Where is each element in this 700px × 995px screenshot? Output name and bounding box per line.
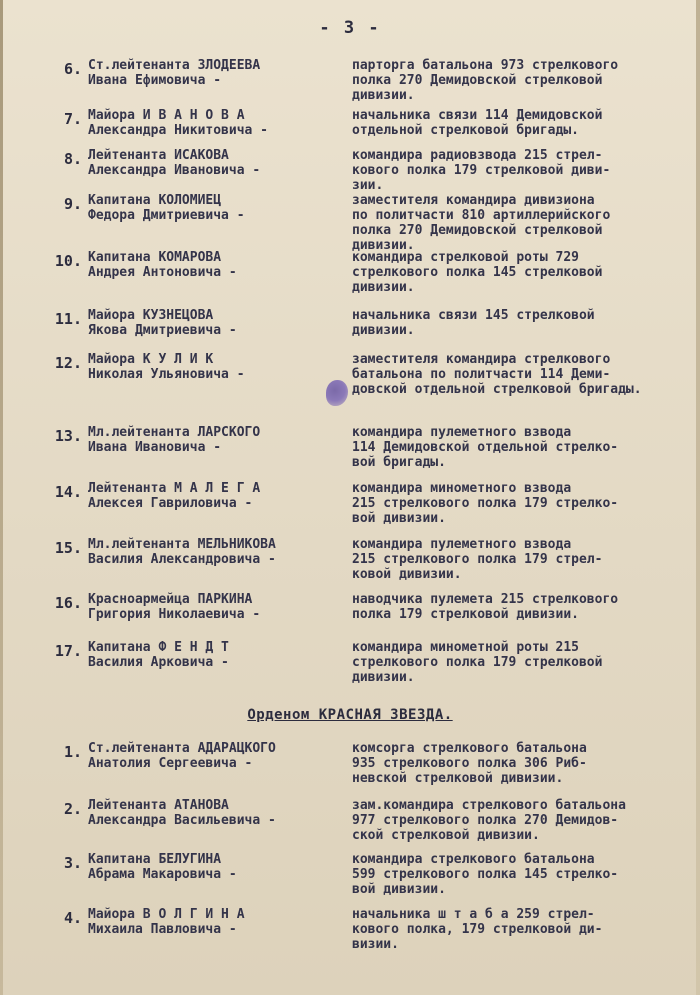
entry-position [352, 907, 687, 952]
position-line: заместителя командира стрелкового [352, 352, 611, 367]
position-line: начальника связи 145 стрелковой [352, 308, 595, 323]
rank-surname: Капитана КОМАРОВА [88, 250, 222, 265]
position-line: стрелкового полка 179 стрелковой [352, 655, 603, 670]
entry-position [352, 193, 687, 253]
entry-number: 7. [63, 110, 82, 128]
position-line: командира минометного взвода [352, 481, 572, 496]
entry-position [352, 481, 687, 526]
entry-position [352, 425, 687, 470]
section-heading-text: Орденом КРАСНАЯ ЗВЕЗДА. [247, 707, 453, 723]
given-name-patronymic: Николая Ульяновича - [88, 367, 245, 382]
position-line: командира минометной роты 215 [352, 640, 579, 655]
entry-number: 13. [54, 427, 82, 445]
rank-surname: Мл.лейтенанта ЛАРСКОГО [88, 425, 261, 440]
given-name-patronymic: Михаила Павловича - [88, 922, 237, 937]
entry-number: 17. [54, 642, 82, 660]
entry-number: 14. [54, 483, 82, 501]
entry-person [88, 852, 338, 882]
position-line: отдельной стрелковой бригады. [352, 123, 579, 138]
rank-surname: Ст.лейтенанта АДАРАЦКОГО [88, 741, 276, 756]
entry-person [88, 798, 338, 828]
position-line: кового полка, 179 стрелковой ди- [352, 922, 603, 937]
position-line: командира пулеметного взвода [352, 425, 572, 440]
entry-position [352, 250, 687, 295]
position-line: довской отдельной стрелковой бригады. [352, 382, 642, 397]
entry-person [88, 537, 338, 567]
entry-position [352, 852, 687, 897]
entry-position [352, 741, 687, 786]
entry-number: 10. [54, 252, 82, 270]
position-line: полка 270 Демидовской стрелковой [352, 223, 603, 238]
rank-surname: Майора В О Л Г И Н А [88, 907, 245, 922]
given-name-patronymic: Анатолия Сергеевича - [88, 756, 253, 771]
rank-surname: Майора КУЗНЕЦОВА [88, 308, 214, 323]
section-heading-red-star [0, 704, 700, 723]
entry-person [88, 907, 338, 937]
position-line: визии. [352, 937, 399, 952]
given-name-patronymic: Алексея Гавриловича - [88, 496, 253, 511]
position-line: кового полка 179 стрелковой диви- [352, 163, 611, 178]
entry-position [352, 58, 687, 103]
given-name-patronymic: Василия Александровича - [88, 552, 276, 567]
entry-person [88, 250, 338, 280]
entry-number: 8. [63, 150, 82, 168]
given-name-patronymic: Александра Ивановича - [88, 163, 261, 178]
entry-person [88, 481, 338, 511]
entry-person [88, 592, 338, 622]
page-number: - 3 - [319, 18, 381, 38]
given-name-patronymic: Ивана Ивановича - [88, 440, 222, 455]
entry-position [352, 352, 687, 397]
entry-position [352, 798, 687, 843]
position-line: 599 стрелкового полка 145 стрелко- [352, 867, 619, 882]
position-line: ской стрелковой дивизии. [352, 828, 540, 843]
entry-number: 11. [54, 310, 82, 328]
entry-person [88, 193, 338, 223]
given-name-patronymic: Федора Дмитриевича - [88, 208, 245, 223]
position-line: невской стрелковой дивизии. [352, 771, 564, 786]
entry-position [352, 148, 687, 193]
entry-position [352, 108, 687, 138]
given-name-patronymic: Якова Дмитриевича - [88, 323, 237, 338]
position-line: дивизии. [352, 323, 415, 338]
rank-surname: Капитана Ф Е Н Д Т [88, 640, 229, 655]
given-name-patronymic: Александра Никитовича - [88, 123, 269, 138]
entry-number: 4. [63, 909, 82, 927]
position-line: 114 Демидовской отдельной стрелко- [352, 440, 619, 455]
position-line: стрелкового полка 145 стрелковой [352, 265, 603, 280]
entry-person [88, 108, 338, 138]
position-line: вой дивизии. [352, 511, 446, 526]
rank-surname: Лейтенанта АТАНОВА [88, 798, 229, 813]
position-line: командира пулеметного взвода [352, 537, 572, 552]
rank-surname: Майора К У Л И К [88, 352, 214, 367]
given-name-patronymic: Василия Арковича - [88, 655, 229, 670]
entry-number: 16. [54, 594, 82, 612]
entry-number: 1. [63, 743, 82, 761]
position-line: вой бригады. [352, 455, 446, 470]
position-line: батальона по политчасти 114 Деми- [352, 367, 611, 382]
given-name-patronymic: Ивана Ефимовича - [88, 73, 222, 88]
entry-position [352, 537, 687, 582]
given-name-patronymic: Александра Васильевича - [88, 813, 276, 828]
rank-surname: Лейтенанта ИСАКОВА [88, 148, 229, 163]
rank-surname: Капитана КОЛОМИЕЦ [88, 193, 222, 208]
entry-number: 9. [63, 195, 82, 213]
rank-surname: Мл.лейтенанта МЕЛЬНИКОВА [88, 537, 276, 552]
rank-surname: Капитана БЕЛУГИНА [88, 852, 222, 867]
position-line: вой дивизии. [352, 882, 446, 897]
entry-number: 3. [63, 854, 82, 872]
rank-surname: Красноармейца ПАРКИНА [88, 592, 253, 607]
position-line: полка 270 Демидовской стрелковой [352, 73, 603, 88]
entry-person [88, 308, 338, 338]
entry-person [88, 148, 338, 178]
position-line: командира радиовзвода 215 стрел- [352, 148, 603, 163]
position-line: дивизии. [352, 238, 415, 253]
position-line: 215 стрелкового полка 179 стрел- [352, 552, 603, 567]
position-line: зам.командира стрелкового батальона [352, 798, 626, 813]
entry-person [88, 640, 338, 670]
position-line: полка 179 стрелковой дивизии. [352, 607, 579, 622]
position-line: дивизии. [352, 280, 415, 295]
entry-position [352, 592, 687, 622]
entry-number: 2. [63, 800, 82, 818]
position-line: дивизии. [352, 670, 415, 685]
given-name-patronymic: Андрея Антоновича - [88, 265, 237, 280]
position-line: 215 стрелкового полка 179 стрелко- [352, 496, 619, 511]
rank-surname: Майора И В А Н О В А [88, 108, 245, 123]
given-name-patronymic: Григория Николаевича - [88, 607, 261, 622]
entry-person [88, 58, 338, 88]
position-line: командира стрелкового батальона [352, 852, 595, 867]
position-line: парторга батальона 973 стрелкового [352, 58, 619, 73]
rank-surname: Ст.лейтенанта ЗЛОДЕЕВА [88, 58, 261, 73]
entry-person [88, 741, 338, 771]
position-line: по политчасти 810 артиллерийского [352, 208, 611, 223]
entry-position [352, 308, 687, 338]
entry-number: 12. [54, 354, 82, 372]
entry-number: 15. [54, 539, 82, 557]
position-line: дивизии. [352, 88, 415, 103]
position-line: комсорга стрелкового батальона [352, 741, 587, 756]
entry-number: 6. [63, 60, 82, 78]
position-line: наводчика пулемета 215 стрелкового [352, 592, 619, 607]
position-line: командира стрелковой роты 729 [352, 250, 579, 265]
position-line: 935 стрелкового полка 306 Риб- [352, 756, 587, 771]
entry-position [352, 640, 687, 685]
position-line: начальника ш т а б а 259 стрел- [352, 907, 595, 922]
given-name-patronymic: Абрама Макаровича - [88, 867, 237, 882]
position-line: 977 стрелкового полка 270 Демидов- [352, 813, 619, 828]
position-line: заместителя командира дивизиона [352, 193, 595, 208]
position-line: зии. [352, 178, 384, 193]
entry-person [88, 352, 338, 382]
rank-surname: Лейтенанта М А Л Е Г А [88, 481, 261, 496]
position-line: ковой дивизии. [352, 567, 462, 582]
entry-person [88, 425, 338, 455]
position-line: начальника связи 114 Демидовской [352, 108, 603, 123]
